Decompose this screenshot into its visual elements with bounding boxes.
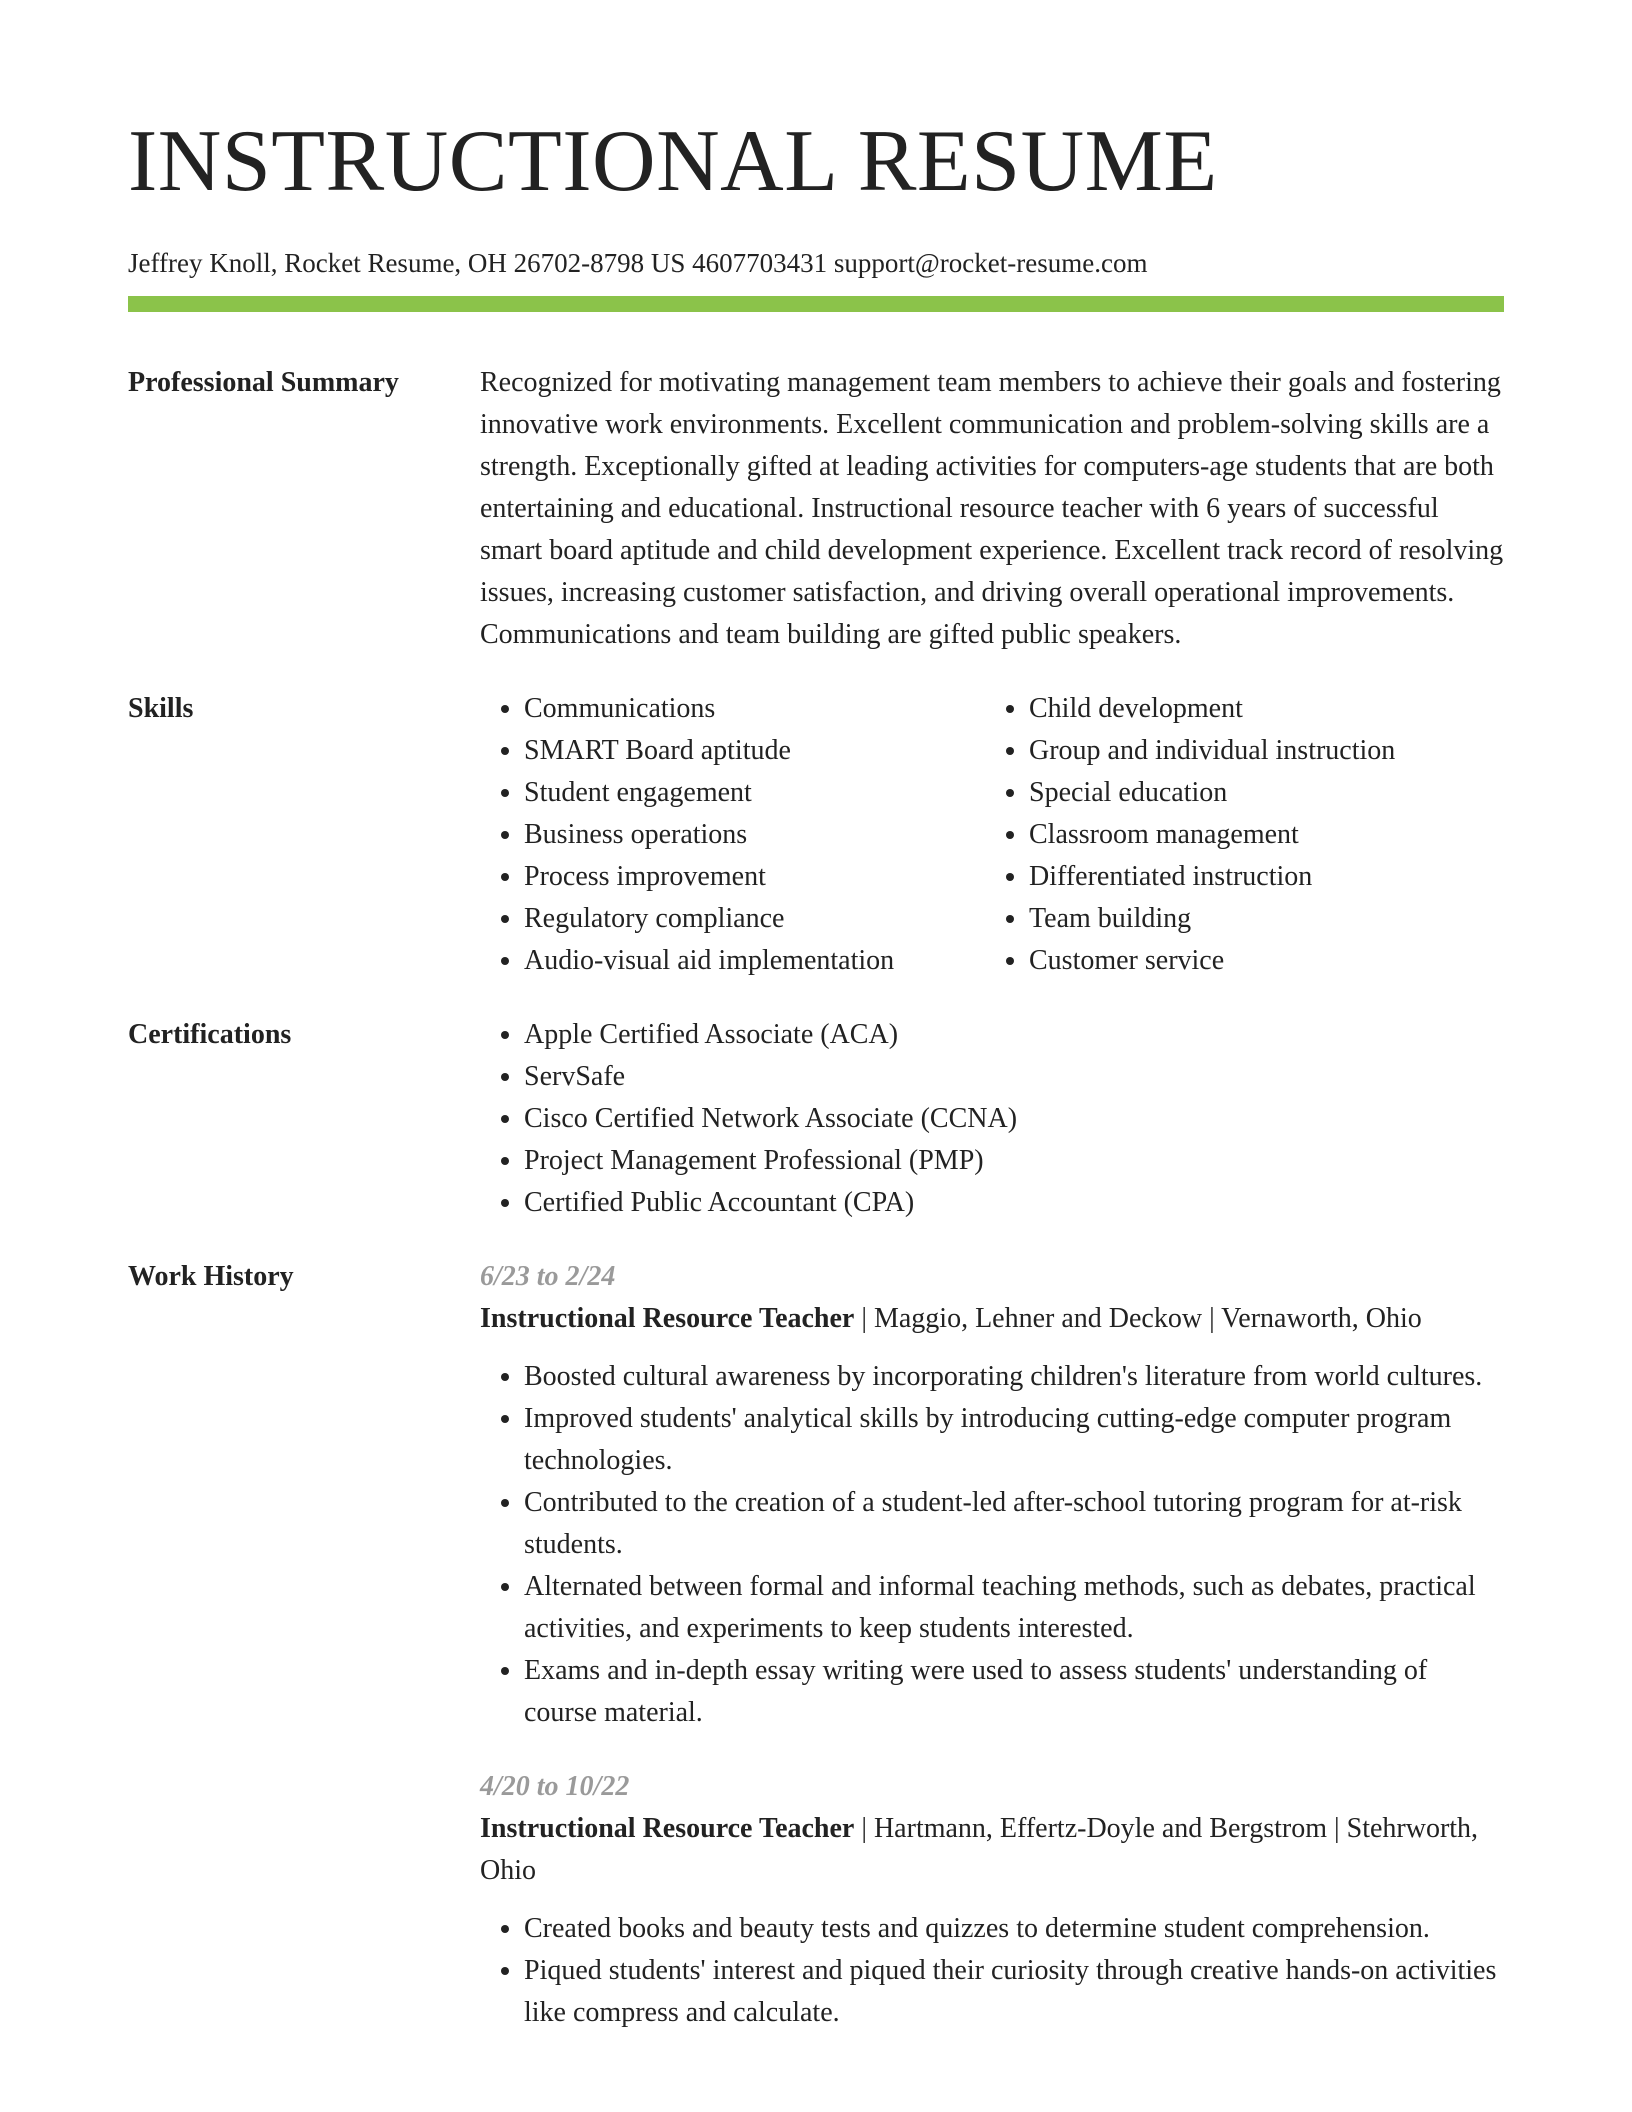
job-entry — [480, 1256, 1504, 1734]
certifications-section — [128, 1014, 1504, 1224]
list-item: • Team building — [1029, 898, 1490, 940]
list-item: • Classroom management — [1029, 814, 1490, 856]
list-item: • Certified Public Accountant (CPA) — [524, 1182, 1504, 1224]
skills-label: Skills — [128, 693, 194, 724]
job-heading — [480, 1808, 1504, 1892]
job-dates: 4/20 to 10/22 — [480, 1771, 630, 1802]
list-item: • Communications — [524, 688, 985, 730]
resume-title: INSTRUCTIONAL RESUME — [128, 113, 1218, 210]
list-item: • Cisco Certified Network Associate (CCNA) — [524, 1098, 1504, 1140]
list-item: • Regulatory compliance — [524, 898, 985, 940]
list-item: • Boosted cultural awareness by incorporating children's literature from world cultures. — [524, 1356, 1504, 1398]
accent-divider — [128, 296, 1504, 312]
list-item: • Alternated between formal and informal teaching methods, such as debates, practical activities, and experiments to keep students interested. — [524, 1566, 1504, 1650]
list-item: • Piqued students' interest and piqued their curiosity through creative hands-on activities like compress and calculate. — [524, 1950, 1504, 2034]
job-heading — [480, 1298, 1504, 1340]
list-item: • Project Management Professional (PMP) — [524, 1140, 1504, 1182]
list-item: • Student engagement — [524, 772, 985, 814]
contact-line: Jeffrey Knoll, Rocket Resume, OH 26702-8798 US 4607703431 support@rocket-resume.com — [128, 248, 1148, 278]
skills-section — [128, 688, 1504, 982]
list-item: • Created books and beauty tests and quizzes to determine student comprehension. — [524, 1908, 1504, 1950]
list-item: • ServSafe — [524, 1056, 1504, 1098]
job-duties-list — [480, 1356, 1504, 1734]
list-item: • Process improvement — [524, 856, 985, 898]
job-title: Instructional Resource Teacher — [480, 1813, 855, 1844]
job-employer-location: | Hartmann, Effertz-Doyle and Bergstrom | Stehrworth, Ohio — [480, 1813, 1479, 1886]
list-item: • Special education — [1029, 772, 1490, 814]
list-item: • Apple Certified Associate (ACA) — [524, 1014, 1504, 1056]
skills-list-right — [985, 688, 1490, 982]
job-duties-list — [480, 1908, 1504, 2034]
list-item: • Exams and in-depth essay writing were used to assess students' understanding of course material. — [524, 1650, 1504, 1734]
certifications-list — [480, 1014, 1504, 1224]
list-item: • Child development — [1029, 688, 1490, 730]
skills-list-left — [480, 688, 985, 982]
certifications-label: Certifications — [128, 1019, 292, 1050]
job-employer-location: | Maggio, Lehner and Deckow | Vernaworth, Ohio — [854, 1303, 1422, 1334]
list-item: • Audio-visual aid implementation — [524, 940, 985, 982]
list-item: • Customer service — [1029, 940, 1490, 982]
work-history-label: Work History — [128, 1261, 294, 1292]
job-entry — [480, 1766, 1504, 2034]
summary-section — [128, 362, 1504, 656]
job-title: Instructional Resource Teacher — [480, 1303, 855, 1334]
job-dates: 6/23 to 2/24 — [480, 1261, 616, 1292]
work-history-section — [128, 1256, 1504, 2034]
summary-label: Professional Summary — [128, 367, 399, 398]
list-item: • Improved students' analytical skills by introducing cutting-edge computer program technologies. — [524, 1398, 1504, 1482]
list-item: • Business operations — [524, 814, 985, 856]
summary-text: Recognized for motivating management team members to achieve their goals and fostering innovative work environments. Excellent communication and problem-solving skills are a strength. Exceptionally gifted at leading activities for computers-age students that are both entertaining and educational. Instructional resource teacher with 6 years of successful smart board aptitude and child development experience. Excellent track record of resolving issues, increasing customer satisfaction, and driving overall operational improvements. Communications and team building are gifted public speakers. — [480, 367, 1504, 650]
list-item: • Contributed to the creation of a student-led after-school tutoring program for at-risk students. — [524, 1482, 1504, 1566]
list-item: • Group and individual instruction — [1029, 730, 1490, 772]
list-item: • Differentiated instruction — [1029, 856, 1490, 898]
list-item: • SMART Board aptitude — [524, 730, 985, 772]
